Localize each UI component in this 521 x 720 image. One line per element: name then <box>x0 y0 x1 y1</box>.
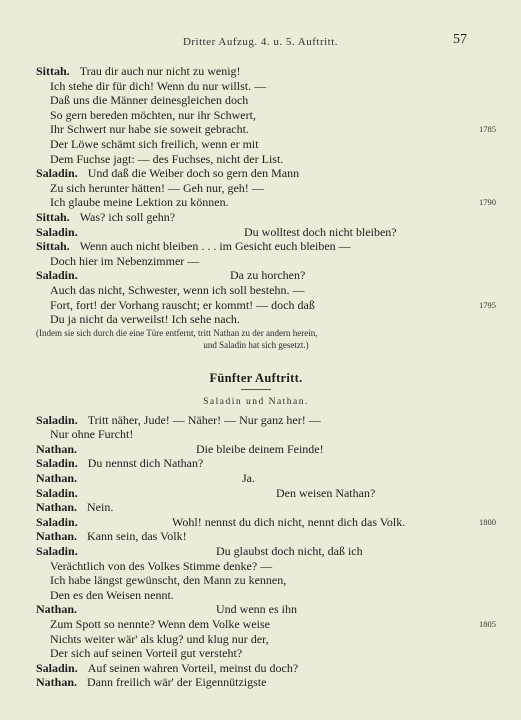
scene-persons: Saladin und Nathan. <box>203 396 309 407</box>
verse-text: Der sich auf seinen Vorteil gut versteht? <box>50 646 243 661</box>
verse-text: Zum Spott so nennte? Wenn dem Volke weise <box>50 617 271 631</box>
verse-text: So gern bereden möchten, nur ihr Schwert, <box>50 107 256 122</box>
verse-text: Da zu horchen? <box>230 268 306 283</box>
speaker-name: Nathan. <box>36 500 78 515</box>
verse-line <box>36 486 476 501</box>
verse-line <box>36 514 496 530</box>
verse-line <box>36 646 476 661</box>
verse-text: Du wolltest doch nicht bleiben? <box>244 224 397 239</box>
speaker-name: Saladin. <box>36 660 78 675</box>
verse-line <box>36 254 476 269</box>
speaker-name: Saladin. <box>36 485 78 500</box>
dialogue-block-scene-4 <box>36 64 496 327</box>
running-title: Dritter Aufzug. 4. u. 5. Auftritt. <box>182 36 339 48</box>
verse-text: Wohl! nennst du dich nicht, nennt dich das Volk. <box>172 514 406 529</box>
verse-line <box>36 602 476 617</box>
verse-line <box>36 210 476 225</box>
line-number: 1790 <box>479 197 496 208</box>
verse-line <box>36 632 476 647</box>
verse-line <box>36 559 476 574</box>
verse-text: Die bleibe deinem Feinde! <box>196 441 324 456</box>
speaker-name: Nathan. <box>36 529 78 544</box>
speaker-name: Saladin. <box>36 456 78 471</box>
speaker-name: Saladin. <box>36 544 78 559</box>
verse-text: Du ja nicht da verweilst! Ich sehe nach. <box>50 312 240 327</box>
verse-text: Zu sich herunter hätten! — Geh nur, geh! — <box>50 180 264 195</box>
speaker-name: Sittah. <box>36 239 70 254</box>
verse-text: Ich stehe dir für dich! Wenn du nur willst. — <box>50 78 267 93</box>
verse-line <box>36 500 476 515</box>
verse-text: Ihr Schwert nur habe sie soweit gebracht. <box>50 122 249 137</box>
verse-text: Kann sein, das Volk! <box>87 529 187 544</box>
verse-line <box>36 195 496 210</box>
speaker-name: Nathan. <box>36 675 78 690</box>
speaker-name: Nathan. <box>36 602 78 617</box>
verse-text: Ich habe längst gewünscht, den Mann zu kennen, <box>50 573 287 588</box>
speaker-name: Saladin. <box>36 224 78 239</box>
line-number: 1800 <box>479 516 496 527</box>
verse-line <box>36 137 476 152</box>
stage-direction-line: und Saladin hat sich gesetzt.) <box>203 340 309 351</box>
verse-text: Du glaubst doch nicht, daß ich <box>216 544 363 559</box>
speaker-name: Nathan. <box>36 441 78 456</box>
verse-text: Nein. <box>87 500 114 515</box>
verse-line <box>36 471 476 486</box>
verse-line <box>36 166 476 181</box>
line-number: 1795 <box>479 299 496 310</box>
verse-text: Auch das nicht, Schwester, wenn ich soll bestehn. — <box>50 282 305 297</box>
play-text <box>36 64 496 690</box>
verse-text: Wenn auch nicht bleiben . . . im Gesicht euch bleiben — <box>79 239 351 254</box>
verse-text: Dem Fuchse jagt: — des Fuchses, nicht der List. <box>50 151 284 166</box>
verse-line <box>36 268 476 283</box>
verse-line <box>36 442 476 457</box>
verse-line <box>36 312 476 327</box>
divider <box>241 389 271 390</box>
verse-line <box>36 225 476 240</box>
speaker-name: Nathan. <box>36 471 78 486</box>
verse-line <box>36 617 496 632</box>
verse-text: Verächtlich von des Volkes Stimme denke? — <box>50 558 273 573</box>
verse-line <box>36 427 476 442</box>
verse-text: Ich glaube meine Lektion zu können. <box>50 195 229 210</box>
speaker-name: Saladin. <box>36 268 78 283</box>
verse-text: Fort, fort! der Vorhang rauscht; er kommt! — doch daß <box>50 297 315 312</box>
verse-text: Den weisen Nathan? <box>276 485 376 500</box>
verse-text: Du nennst dich Nathan? <box>87 456 204 471</box>
speaker-name: Saladin. <box>36 412 78 427</box>
verse-line <box>36 64 476 79</box>
verse-text: Und daß die Weiber doch so gern den Mann <box>87 166 300 181</box>
verse-line <box>36 122 496 137</box>
verse-text: Nichts weiter wär' als klug? und klug nur der, <box>50 631 269 646</box>
stage-direction <box>36 327 476 352</box>
verse-line <box>36 544 476 559</box>
verse-text: Daß uns die Männer deinesgleichen doch <box>50 93 249 108</box>
speaker-name: Saladin. <box>36 166 78 181</box>
dialogue-block-scene-5 <box>36 412 496 690</box>
verse-line <box>36 79 476 94</box>
verse-text: Und wenn es ihn <box>216 602 297 617</box>
verse-text: Den es den Weisen nennt. <box>50 587 174 602</box>
scene-title: Fünfter Auftritt. <box>209 370 303 385</box>
verse-line <box>36 529 476 544</box>
verse-line <box>36 152 476 167</box>
verse-text: Dann freilich wär' der Eigennützigste <box>87 675 267 690</box>
verse-line <box>36 239 476 254</box>
verse-line <box>36 283 476 298</box>
verse-text: Trau dir auch nur nicht zu wenig! <box>79 64 241 78</box>
verse-text: Tritt näher, Jude! — Näher! — Nur ganz her! — <box>87 412 321 427</box>
verse-text: Ja. <box>242 471 255 486</box>
verse-line <box>36 297 496 313</box>
page-number: 57 <box>453 32 467 47</box>
verse-text: Auf seinen wahren Vorteil, meinst du doch? <box>87 660 299 675</box>
verse-line <box>36 181 476 196</box>
verse-line <box>36 675 476 690</box>
verse-line <box>36 661 476 676</box>
verse-line <box>36 108 476 123</box>
speaker-name: Saladin. <box>36 514 78 529</box>
line-number: 1785 <box>479 124 496 135</box>
verse-line <box>36 588 476 603</box>
speaker-name: Sittah. <box>36 64 70 78</box>
verse-text: Der Löwe schämt sich freilich, wenn er mit <box>50 136 259 151</box>
speaker-name: Sittah. <box>36 209 70 224</box>
verse-line <box>36 456 476 471</box>
stage-direction-line: (Indem sie sich durch die eine Türe entfernt, tritt Nathan zu der andern herein, <box>36 327 318 338</box>
verse-text: Nur ohne Furcht! <box>50 427 134 442</box>
verse-text: Was? ich soll gehn? <box>79 209 176 224</box>
verse-line <box>36 573 476 588</box>
line-number: 1805 <box>479 619 496 629</box>
verse-line <box>36 93 476 108</box>
verse-text: Doch hier im Nebenzimmer — <box>50 253 200 268</box>
verse-line <box>36 413 476 428</box>
